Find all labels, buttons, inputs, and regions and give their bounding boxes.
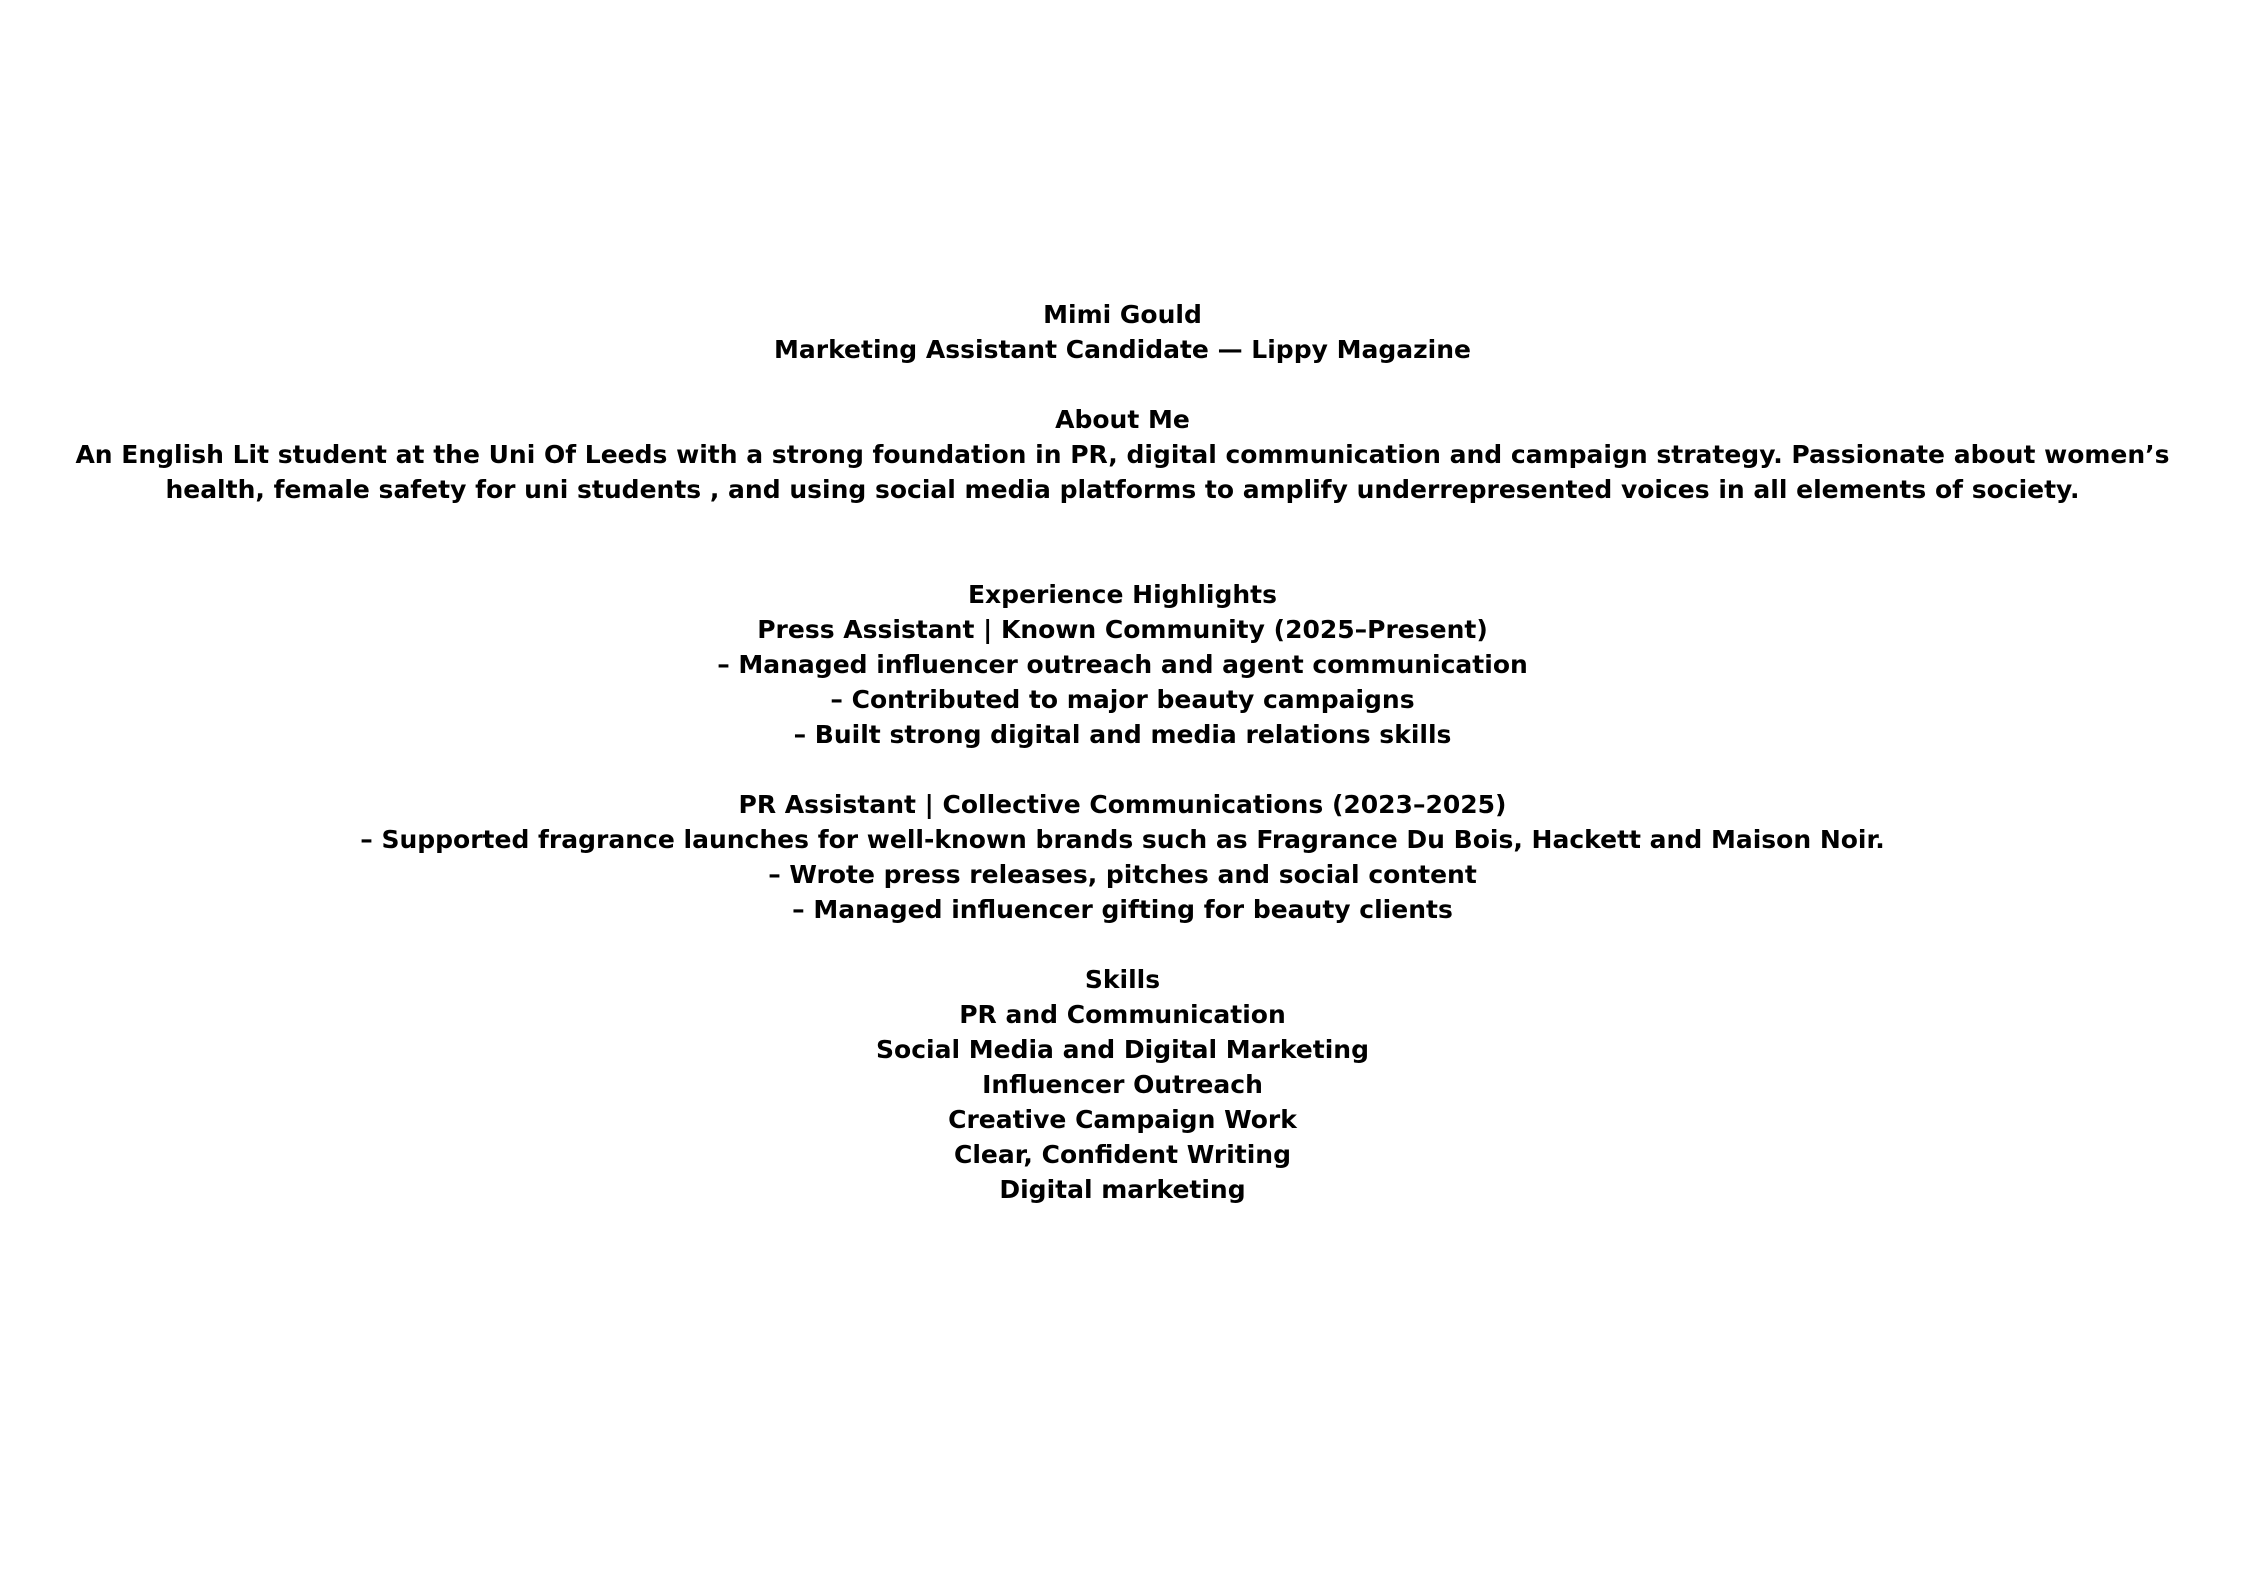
- about-text: An English Lit student at the Uni Of Leeds with a strong foundation in PR, digital communication and campaign strategy. Passionate about women’s health, female safety for uni students , and using social media platforms to amplify underrepresented voices in all elements of society.: [75, 440, 2170, 504]
- job-bullet: – Supported fragrance launches for well-known brands such as Fragrance Du Bois, Hackett and Maison Noir.: [360, 825, 1885, 854]
- skill-item: Clear, Confident Writing: [954, 1140, 1291, 1169]
- candidate-subtitle: Marketing Assistant Candidate — Lippy Magazine: [774, 335, 1471, 364]
- job-bullet: – Managed influencer outreach and agent communication: [717, 650, 1528, 679]
- skill-item: Creative Campaign Work: [948, 1105, 1297, 1134]
- spacer: [0, 752, 2245, 787]
- skill-item: Digital marketing: [999, 1175, 1246, 1204]
- job-bullet: – Wrote press releases, pitches and social content: [768, 860, 1477, 889]
- spacer: [0, 367, 2245, 402]
- spacer: [0, 507, 2245, 577]
- resume-document: [0, 297, 2245, 1207]
- experience-heading: Experience Highlights: [967, 580, 1278, 609]
- spacer: [0, 927, 2245, 962]
- job-bullet: – Managed influencer gifting for beauty clients: [792, 895, 1453, 924]
- job-bullet: – Built strong digital and media relations skills: [793, 720, 1452, 749]
- skill-item: Influencer Outreach: [982, 1070, 1263, 1099]
- job-title: Press Assistant | Known Community (2025–Present): [757, 615, 1488, 644]
- skills-heading: Skills: [1084, 965, 1161, 994]
- about-heading: About Me: [1055, 405, 1190, 434]
- job-title: PR Assistant | Collective Communications (2023–2025): [738, 790, 1507, 819]
- skill-item: Social Media and Digital Marketing: [876, 1035, 1369, 1064]
- job-bullet: – Contributed to major beauty campaigns: [830, 685, 1415, 714]
- candidate-name: Mimi Gould: [1043, 300, 1202, 329]
- skill-item: PR and Communication: [959, 1000, 1286, 1029]
